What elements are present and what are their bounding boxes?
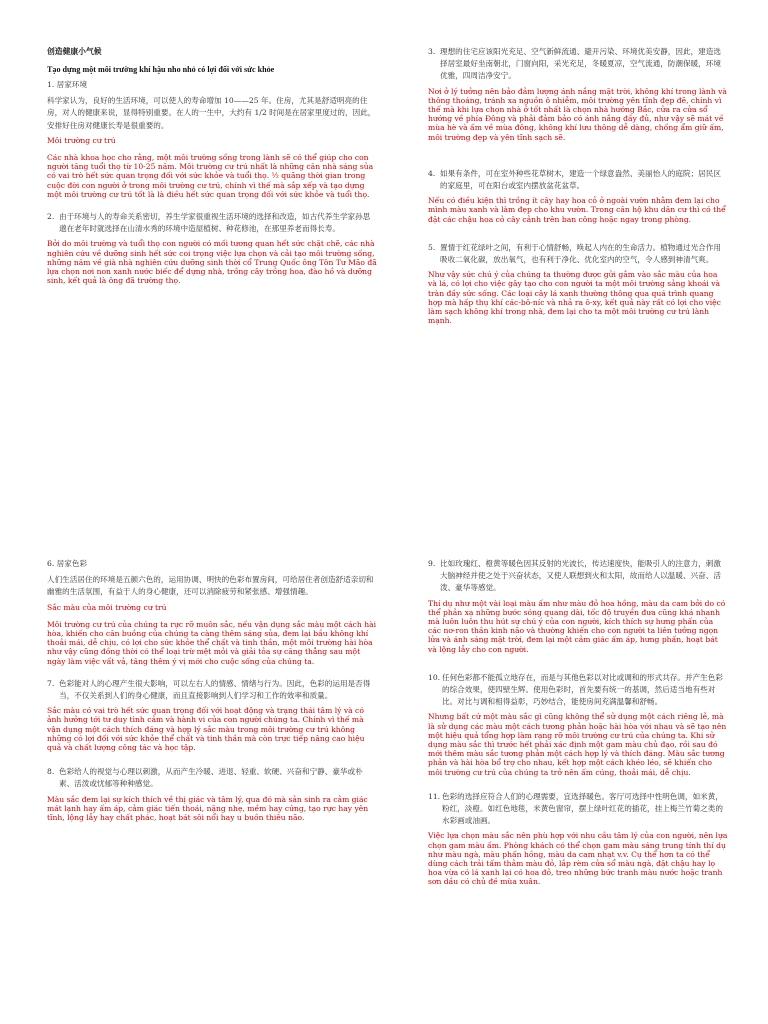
item-10-chinese: 任何色彩都不能孤立地存在，而是与其他色彩以对比或调和的形式共存。并产生色彩的综合效果，使四壁生辉。使用色彩时，首先要有统一的基调，然后适当地有些对比。对比与调和相得益彰，巧妙结合，能使房间充满温馨和舒畅。 <box>442 672 723 707</box>
item-2-number: 2. <box>47 212 55 222</box>
item-3 <box>428 46 728 83</box>
item-7 <box>47 678 377 702</box>
item-11 <box>428 791 728 828</box>
item-9-chinese: 比如玫瑰红、橙黄等暖色因其反射的光波长，传达速度快，能吸引人的注意力，刺激大脑神经并使之处于兴奋状态，又使人联想到火和太阳，故而给人以温暖、兴奋、活泼、豪华等感觉。 <box>440 559 721 593</box>
item-4 <box>428 168 728 192</box>
item-9-number: 9. <box>428 559 436 568</box>
right-bottom-column <box>428 558 728 887</box>
item-8 <box>47 766 377 790</box>
title-vietnamese: Tạo dựng một môi trường khí hậu nho nhỏ có lợi đối với sức khỏe <box>47 65 275 74</box>
item-2-chinese: 由于环境与人的寿命关系密切，养生学家很重视生活环境的选择和改造，如古代养生学家孙思邈在老年时就选择在山清水秀的环境中造屋植树、种花修池，在那里养老而得长寿。 <box>59 212 371 234</box>
section-1-vietnamese: Các nhà khoa học cho rằng, một môi trường sống trong lành sẽ có thể giúp cho con người tăng tuổi thọ từ 10-25 năm. Môi trường cư trú nhất là những căn nhà sáng sủa có vai trò hết sức quan trọng đối với sức khỏe và tuổi thọ. ½ quãng thời gian trong cuộc đời con người ở trong môi trường cư trú, chính vì thế mà sắp xếp và tạo dựng một môi trường cư trú tốt là là điều hết sức quan trọng đối với sức khỏe và tuổi thọ. <box>47 153 374 199</box>
item-5-vietnamese: Như vậy sức chú ý của chúng ta thường được gửi gắm vào sắc màu của hoa và lá, có lợi cho việc gây tạo cho con người ta một môi trường sảng khoái và tràn đầy sức sống. Các loại cây lá xanh thường thông qua quá trình quang hợp mà hấp thụ khí các-bô-níc và nhả ra ô-xy, kết quả này rất có lợi cho việc làm sạch không khí trong nhà, đem lại cho ta một môi trường cư trú lành mạnh. <box>428 270 721 326</box>
section-6-chinese: 人们生活居住的环境是五颜六色的，运用协调、明快的色彩布置房间，可给居住者创造舒适亲切和幽雅的生活氛围，有益于人的身心健康，还可以消除疲劳和紧张感、增强情趣。 <box>47 575 374 597</box>
item-8-vietnamese: Màu sắc đem lại sự kích thích về thị giác và tâm lý, qua đó mà sản sinh ra cảm giác mát lạnh hay ấm áp, cảm giác tiến thoái, nặng nhẹ, mềm hay cứng, tạo rực hay yên tĩnh, lộng lẫy hay chất phác, hoạt bát sôi nổi hay u buồn thiêu não. <box>47 794 369 823</box>
item-7-number: 7. <box>47 678 55 688</box>
item-3-number: 3. <box>428 47 436 56</box>
item-10-vietnamese: Nhưng bất cứ một màu sắc gì cũng không thể sử dụng một cách riêng lẻ, mà là sử dụng các màu một cách tương phản hoặc hài hòa với nhau và sẽ tạo nên một hiệu quả tổng hợp làm rạng rỡ môi trường cư trú của chúng ta. Khi sử dụng màu sắc thì trước hết phải xác định một gam màu chủ đạo, rồi sau đó mới thêm màu sắc tương phản một cách hợp lý và thích đáng. Màu sắc tương phản và hài hòa bổ trợ cho nhau, kết hợp một cách khéo léo, sẽ khiến cho môi trường cư trú của chúng ta trở nên ấm cúng, thoải mái, dễ chịu. <box>428 712 727 777</box>
right-top-column <box>428 46 728 325</box>
item-3-vietnamese: Nơi ở lý tưởng nên bảo đảm lượng ánh nắng mặt trời, không khí trong lành và thông thoáng, tránh xa nguồn ô nhiễm, môi trường yên tĩnh đẹp đẽ, chính vì thế mà khi lựa chọn nhà ở tốt nhất là chọn nhà hướng Bắc, cửa ra cửa sổ hướng về phía Đông và phải đảm bảo có ánh nắng đầy đủ, như vậy sẽ mát về mùa hè và ấm về mùa đông, không khí lưu thông dễ dàng, chống ẩm giữ ấm, môi trường đẹp và yên tĩnh sạch sẽ. <box>428 86 727 142</box>
item-8-number: 8. <box>47 767 55 777</box>
left-top-column <box>47 46 377 285</box>
left-bottom-column <box>47 558 377 822</box>
item-4-vietnamese: Nếu có điều kiện thì trồng ít cây hay hoa cỏ ở ngoài vườn nhằm đem lại cho mình màu xanh và làm đẹp cho khu vườn. Trong căn hộ khu dân cư thì có thể đặt các chậu hoa cỏ cây cảnh trên ban công hoặc ngay trong phòng. <box>428 196 726 224</box>
item-11-vietnamese: Việc lựa chọn màu sắc nên phù hợp với nhu cầu tâm lý của con người, nên lựa chọn gam màu ấm. Phòng khách có thể chọn gam màu sáng trung tính thí dụ như màu ngà, màu phấn hồng, màu da cam nhạt v.v. Cụ thể hơn ta có thể dùng cách trải tấm thảm màu đỏ, lắp rèm cửa sổ màu ngà, đặt chậu hay lọ hoa vừa có lá xanh lại có hoa đỏ, treo những bức tranh màu nước hoặc tranh sơn dầu có chủ đề mùa xuân. <box>428 831 728 887</box>
section-1-heading: 1. 居家环境 <box>47 80 88 89</box>
title-chinese: 创造健康小气候 <box>47 47 102 56</box>
item-2 <box>47 211 377 235</box>
item-9 <box>428 558 728 595</box>
section-6-subheading: Sắc màu của môi trường cư trú <box>47 602 167 612</box>
item-10 <box>428 672 728 709</box>
section-1-subheading: Môi trường cư trú <box>47 135 116 145</box>
item-7-chinese: 色彩能对人的心理产生很大影响，可以左右人的情感、情绪与行为。因此，色彩的运用是否得当，不仅关系到人们的身心健康，而且直接影响到人们学习和工作的效率和质量。 <box>59 678 371 701</box>
item-8-chinese: 色彩给人的视觉与心理以刺激，从而产生冷暖、进退、轻重、软硬、兴奋和宁静、豪华或朴素、活泼或忧郁等种种感觉。 <box>59 767 363 789</box>
item-3-chinese: 理想的住宅应该阳光充足、空气新鲜流通、避开污染、环境优美安静，因此，建造选择居室最好坐南朝北，门窗向阳，采光充足，冬暖夏凉，空气流通，防潮保暖，环境优雅，四周洁净安宁。 <box>440 47 721 81</box>
item-4-number: 4. <box>428 168 436 178</box>
item-2-vietnamese: Bởi do môi trường và tuổi thọ con người có mối tương quan hết sức chặt chẽ, các nhà nghiên cứu về dưỡng sinh hết sức coi trọng việc lựa chọn và cải tạo môi trường sống, những năm về già nhà nghiên cứu dưỡng sinh thời cổ Trung Quốc ông Tôn Tư Mão đã lựa chọn nơi non xanh nước biếc để dựng nhà, trồng cây trồng hoa, đào hồ và dưỡng sinh, kết quả là ông đã trường thọ. <box>47 239 377 286</box>
section-6-vietnamese: Môi trường cư trú của chúng ta rực rỡ muôn sắc, nếu vận dụng sắc màu một cách hài hòa, khiến cho căn buồng của chúng ta càng thêm sáng sủa, đem lại bầu không khí thoải mái, dễ chịu, có lợi cho sức khỏe thể chất và tinh thần, một môi trường hài hòa như vậy cũng đồng thời có thể loại trừ mệt mỏi và giải tỏa sự căng thẳng sau một ngày làm việc vất vả, tăng thêm ý vị mới cho cuộc sống của chúng ta. <box>47 619 377 666</box>
item-9-vietnamese: Thí dụ như một vài loại màu ấm như màu đỏ hoa hồng, màu da cam bởi do có thể phản xạ những bước sóng quang dài, tốc độ truyền đưa cũng khá nhanh mà luôn luôn thu hút sự chú ý của con người, kích thích sự hưng phấn của các nơ-ron thần kinh não và thường khiến cho con người ta liên tưởng ngọn lửa và ánh sáng mặt trời, đem lại một cảm giác ấm áp, hưng phấn, hoạt bát và lộng lẫy cho con người. <box>428 598 726 654</box>
item-10-number: 10. <box>428 672 441 682</box>
item-4-chinese: 如果有条件，可在室外种些花草树木，建造一个绿意盎然、美丽怡人的庭院；居民区的家庭里，可在阳台或室内摆放盆花盆草。 <box>440 168 721 191</box>
item-7-vietnamese: Sắc màu có vai trò hết sức quan trọng đối với hoạt động và trạng thái tâm lý và có ảnh hưởng tới tư duy tình cảm và hành vi của con người chúng ta. Chính vì thế mà vận dụng một cách thích đáng và hợp lý sắc màu trong môi trường cư trú không những có lợi đối với sức khỏe thể chất và tinh thần mà còn trực tiếp nâng cao hiệu quả và chất lượng công tác và học tập. <box>47 706 365 753</box>
section-1-chinese: 科学家认为，良好的生活环境，可以使人的寿命增加 10——25 年。住房，尤其是舒适明亮的住房，对人的健康来说，显得特别重要。在人的一生中，大约有 1/2 时间是在居家里度过的，因此，安排好住房对健康长寿是很重要的。 <box>47 96 376 130</box>
item-5 <box>428 242 728 266</box>
item-5-number: 5. <box>428 242 436 252</box>
item-11-chinese: 色彩的选择应符合人们的心理需要，宜选择暖色。客厅可选择中性明色调，如米黄，粉红，淡橙。如红色地毯，米黄色窗帘，摆上绿叶红花的插花，挂上梅兰竹菊之类的水彩画或油画。 <box>442 791 723 826</box>
section-6-heading: 6. 居家色彩 <box>47 559 88 568</box>
item-5-chinese: 置情于红花绿叶之间，有利于心情舒畅，唤起人内在的生命活力。植物通过光合作用吸收二氧化碳，放出氧气，也有利于净化、优化室内的空气，令人感到神清气爽。 <box>440 242 721 265</box>
item-11-number: 11. <box>428 791 441 801</box>
